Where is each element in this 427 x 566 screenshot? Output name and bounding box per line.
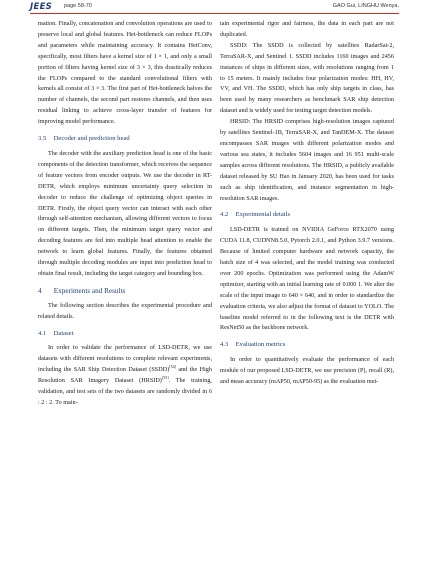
section-title: Decoder and prediction head (53, 135, 130, 143)
section-heading-4-3 (220, 340, 394, 351)
text-run: . The training, validation, and test sets of the two datasets are randomly divided in 6 : 2 : 2. To main- (38, 377, 212, 406)
section-title: Evaluation metrics (235, 341, 286, 349)
section-heading-4-1 (38, 329, 212, 340)
paragraph: SSDD: The SSDD is collected by satellites RadarSat-2, TerraSAR-X, and Sentinel 1. SSDD includes 1160 images and 2456 instances of ships in different sizes, with resolutions ranging from 1 to 15 meters. It mainly includes four polarization modes: HH, HV, VV, and VH. The SSDD, which has only ship targets in class, has been used by many researchers as benchmark SAR ship detection dataset and is widely used for testing target detection models. (220, 41, 394, 115)
section-title: Experimental details (235, 211, 291, 219)
paragraph: The decoder with the auxiliary prediction head is one of the basic components of the detection transformer, which receives the sequence of feature vectors from encoder outputs. We use the decoder in RT-DETR, which employs minimum uncertainty query selection in decoder to reduce the challenge of optimizing object queries in DETR. Firstly, the object query vector can interact with each other through self-attention mechanism, allowing different vectors to focus on different targets. Then, the minimum target query vector and decoding features are fed into multiple head attention to enable the network to learn global features. Finally, the features obtained through multiple decoding modules are input into prediction head to obtain final result, including the target category and bounding box. (38, 149, 212, 277)
citation: [55] (161, 375, 169, 381)
section-heading-4-2 (220, 210, 394, 221)
paragraph: In order to quantitatively evaluate the performance of each module of our proposed LSD-DETR, we use precision (P), recall (R), and mean accuracy (mAP50, mAP50-95) as the evaluation met- (220, 356, 394, 386)
citation: [54] (169, 364, 176, 370)
paragraph (38, 343, 212, 408)
running-authors: GAO Gui, LINGHU Wenya. (332, 3, 399, 9)
paragraph: LSD-DETR is trained on NVIDIA GeForce RTX2070 using CUDA 11.8, CUDNN8.5.0, Pytorch 2.0.1, and Python 3.9.7 versions. Because of limited computer hardware and network capacity, the batch size of 4 was selected, and the model training was conducted over 200 epochs. Optimization was performed using the AdamW optimizer, starting with an initial learning rate of 0.000 1. We alter the scale of the input image to 640 × 640, and in order to standardize the evaluation criteria, we also adjust the format of dataset to YOLO. The baseline model referred to in the following text is the DETR with ResNet50 as the backbone network. (220, 226, 394, 332)
section-number: 4.3 (220, 341, 229, 349)
paragraph: The following section describes the experimental procedure and related details. (38, 301, 212, 320)
header-rule (30, 13, 399, 14)
section-heading-4 (38, 286, 212, 297)
paragraph: tain experimental rigor and fairness, the data in each part are not duplicated. (220, 20, 394, 38)
text-run: and the High Resolution SAR Imagery Dataset (HRSID) (38, 366, 212, 385)
paragraph: HRSID: The HRSID comprises high-resolution images captured by satellites Sentinel-1B, TerraSAR-X, and TanDEM-X. The dataset encompasses SAR images with different polarization modes and various sea states, it includes 5604 images and 16 951 multi-scale samples across different resolutions. The HRSID, a publicly available dataset released by SU Hao in January 2020, has been used for tasks such as ship identification, and instance segmentation in high-resolution SAR images. (220, 118, 394, 202)
right-column (220, 19, 394, 388)
text-run: In order to validate the performance of LSD-DETR, we use datasets with different resolutions to complete relevant experiments, including the SAR Ship Detection Dataset (SSDD) (38, 344, 212, 374)
section-number: 4 (38, 286, 42, 295)
section-heading-3-5 (38, 134, 212, 145)
journal-logo: JEES (30, 2, 53, 12)
section-number: 3.5 (38, 135, 47, 143)
section-title: Experiments and Results (53, 286, 126, 295)
paragraph: mation. Finally, concatenation and convolution operations are used to preserve local and global features. Het-bottleneck can reduce FLOPs and parameters while maintaining accuracy. It contains HetConv, specifically, most filters have a kernel size of 1 × 1, and only a small portion of filters having kernel size of 3 × 3, this drastically reduces the FLOPs compared to the standard convolutional filters with kernels all consist of 3 × 3. The first part of Het-bottleneck halves the number of channels, the second part restores channels, and then uses residual linking to achieve cross-layer transfer of features for improving model performance. (38, 20, 212, 126)
section-number: 4.2 (220, 211, 229, 219)
section-number: 4.1 (38, 329, 47, 337)
left-column (38, 19, 212, 409)
section-title: Dataset (53, 329, 74, 337)
page-range: page 58-70 (64, 3, 92, 9)
